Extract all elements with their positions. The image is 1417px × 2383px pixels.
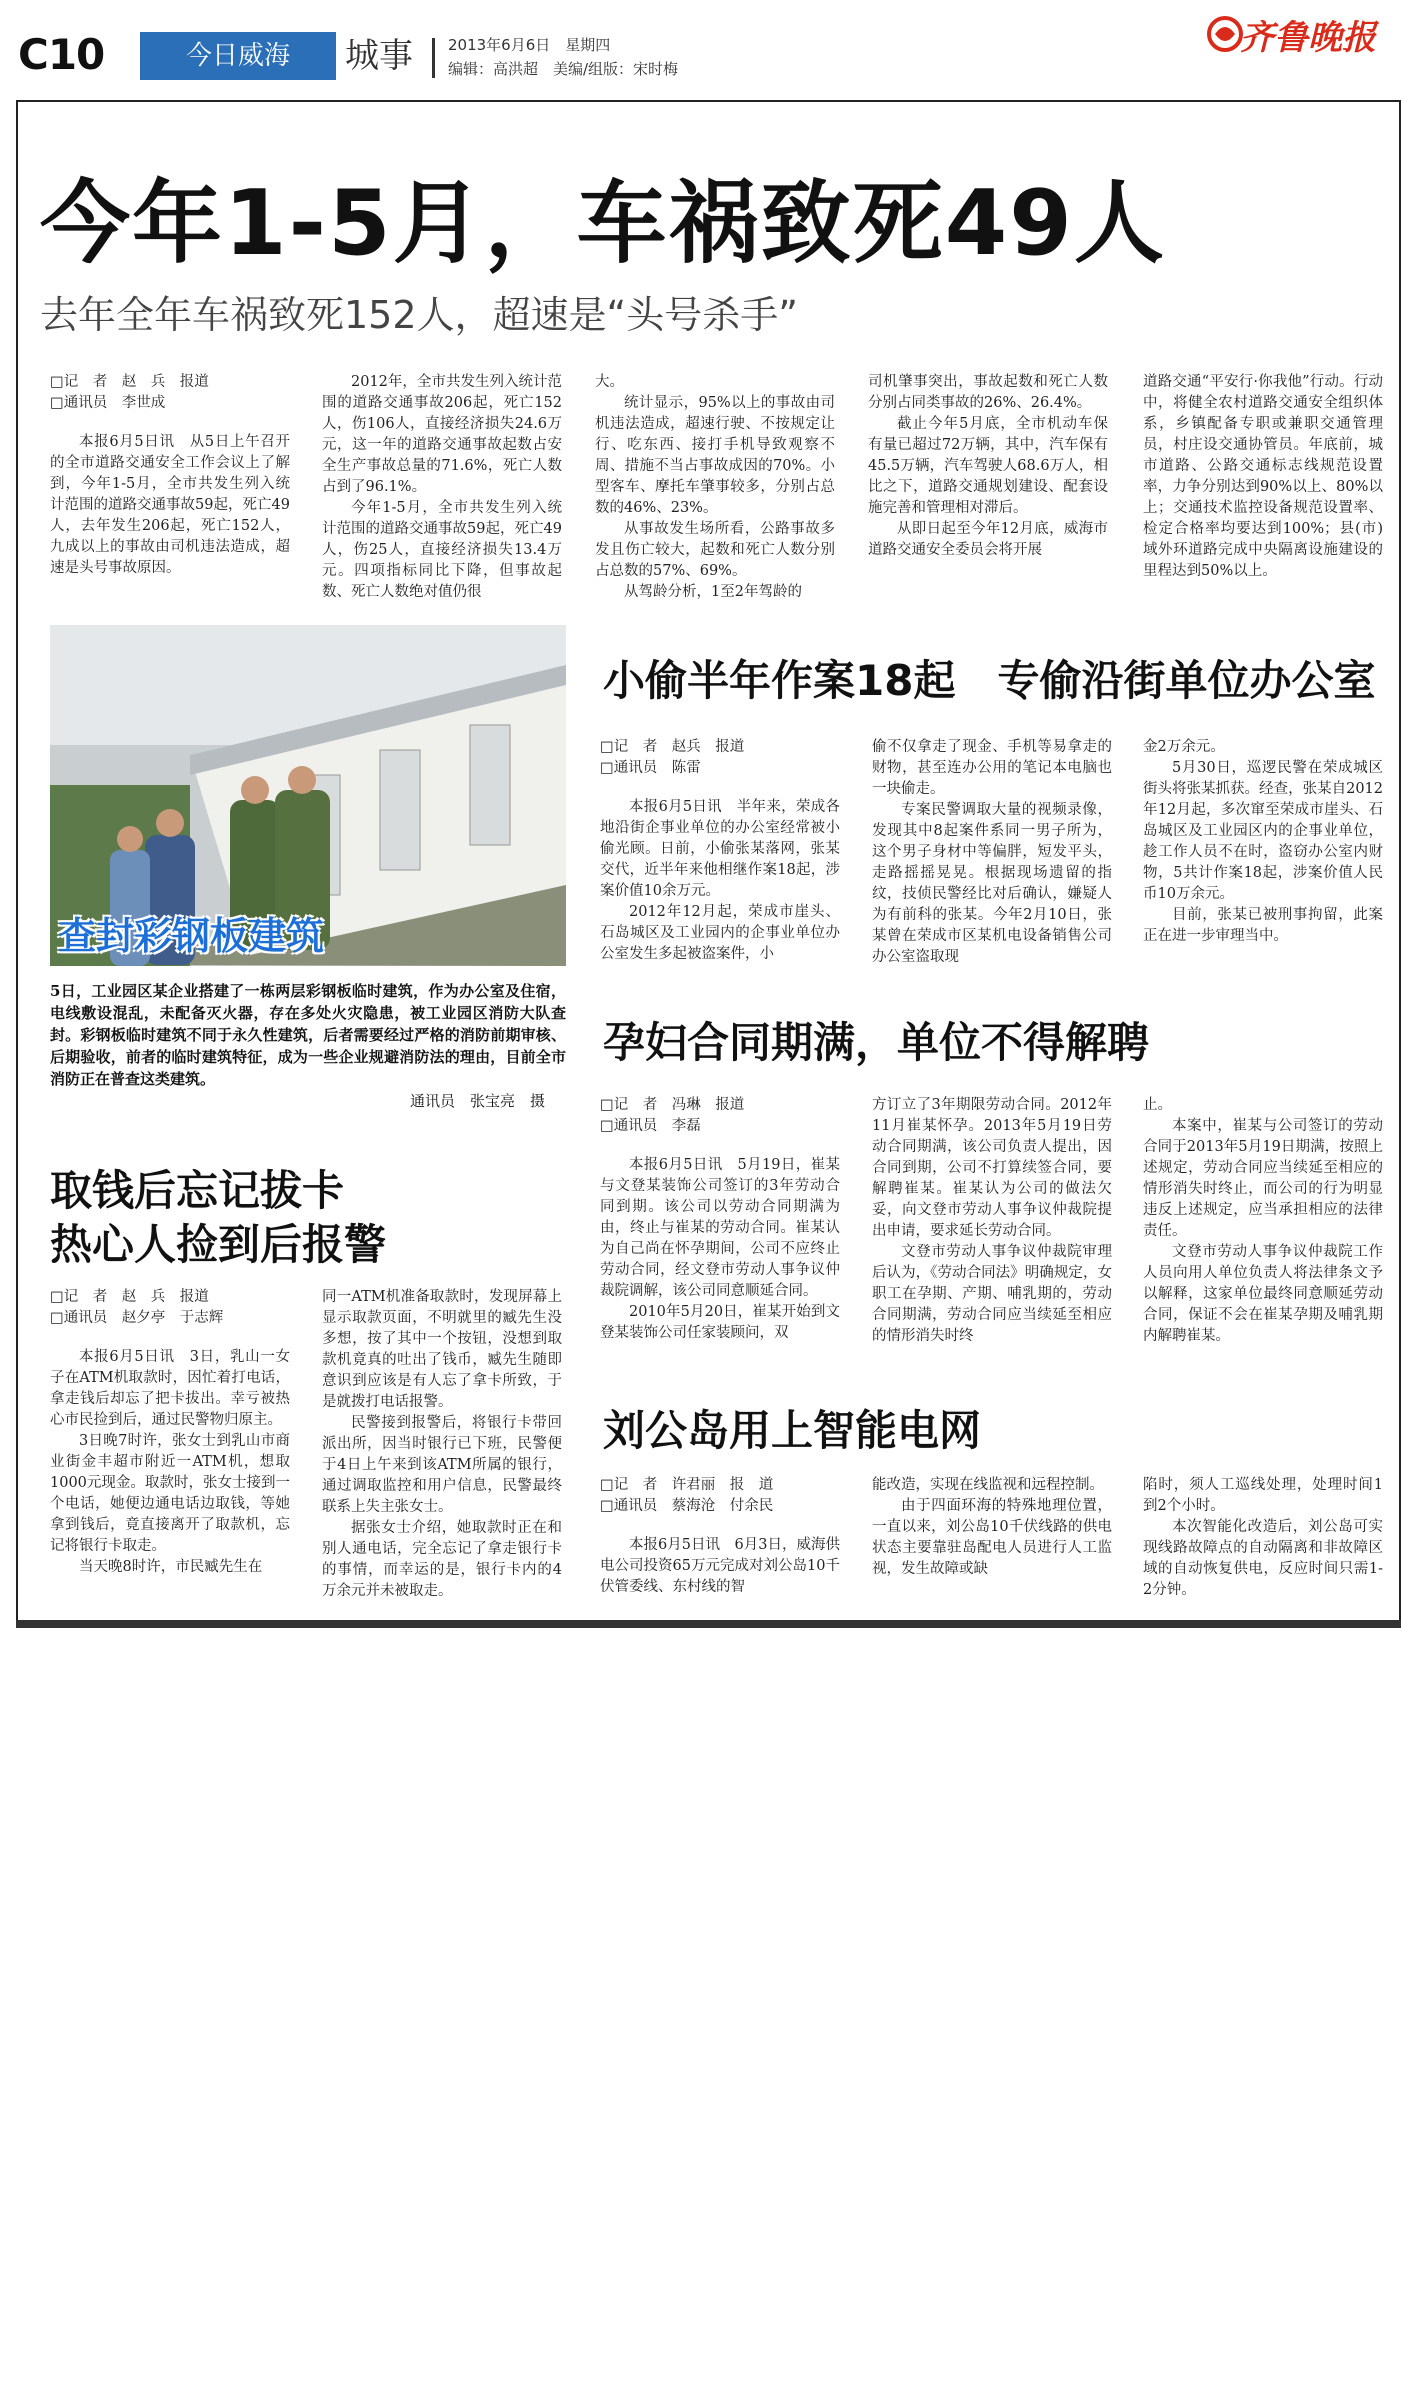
paragraph: 2012年12月起，荣成市崖头、石岛城区及工业园内的企事业单位办公室发生多起被盗案件，小 xyxy=(600,904,840,962)
byline-correspondent: □通讯员 赵夕亭 于志辉 xyxy=(50,1310,224,1326)
atm-column-1 xyxy=(50,1347,290,1578)
paragraph: 2010年5月20日，崔某开始到文登某装饰公司任家装顾问，双 xyxy=(600,1304,840,1341)
paragraph: 本次智能化改造后，刘公岛可实现线路故障点的自动隔离和非故障区域的自动恢复供电，反应时间只需1-2分钟。 xyxy=(1143,1519,1383,1598)
paragraph: 本报6月5日讯 5月19日，崔某与文登某装饰公司签订的3年劳动合同到期。该公司以劳动合同期满为由，终止与崔某的劳动合同。崔某认为自己尚在怀孕期间，公司不应终止劳动合同，经文登市劳动人事争议仲裁院调解，该公司同意顺延合同。 xyxy=(600,1157,840,1299)
photo-credit: 通讯员 张宝亮 摄 xyxy=(410,1092,546,1110)
atm-headline-line-1: 取钱后忘记拔卡 xyxy=(50,1166,345,1215)
page-number: C10 xyxy=(18,30,105,79)
byline-reporter: □记 者 冯琳 报道 xyxy=(600,1097,745,1113)
masthead-divider xyxy=(432,38,435,78)
byline-reporter: □记 者 赵 兵 报道 xyxy=(50,1289,209,1305)
lead-column-5 xyxy=(1143,372,1383,582)
lead-subhead: 去年全年车祸致死152人，超速是“头号杀手” xyxy=(40,293,798,337)
paragraph: 民警接到报警后，将银行卡带回派出所，因当时银行已下班，民警便于4日上午来到该ATM所属的银行，通过调取监控和用户信息，民警最终联系上失主张女士。 xyxy=(322,1415,562,1515)
paragraph: 统计显示，95%以上的事故由司机违法造成，超速行驶、不按规定让行、吃东西、接打手机导致观察不周、措施不当占事故成因的70%。小型客车、摩托车肇事较多，分别占总数的46%、23%。 xyxy=(595,395,835,516)
byline-reporter: □记 者 赵兵 报道 xyxy=(600,739,745,755)
grid-column-2 xyxy=(872,1475,1112,1580)
paragraph: 止。 xyxy=(1143,1097,1172,1113)
atm-headline-line-2: 热心人捡到后报警 xyxy=(50,1220,387,1269)
paragraph: 本报6月5日讯 6月3日，威海供电公司投资65万元完成对刘公岛10千伏管委线、东村线的智 xyxy=(600,1537,840,1595)
paragraph: 金2万余元。 xyxy=(1143,739,1225,755)
byline-reporter: □记 者 许君丽 报 道 xyxy=(600,1477,774,1493)
paragraph: 陷时，须人工巡线处理，处理时间1到2个小时。 xyxy=(1143,1477,1383,1514)
atm-byline xyxy=(50,1287,290,1329)
thief-headline: 小偷半年作案18起 专偷沿街单位办公室 xyxy=(603,656,1376,705)
paragraph: 3日晚7时许，张女士到乳山市商业街金丰超市附近一ATM机，想取1000元现金。取款时，张女士接到一个电话，她便边通电话边取钱，等她拿到钱后，竟直接离开了取款机，忘记将银行卡取走。 xyxy=(50,1433,290,1554)
newspaper-logo-icon xyxy=(1205,14,1245,54)
lead-column-3 xyxy=(595,372,835,603)
pregnant-byline xyxy=(600,1095,840,1137)
paragraph: 从即日起至今年12月底，威海市道路交通安全委员会将开展 xyxy=(868,521,1108,558)
paragraph: 本报6月5日讯 从5日上午召开的全市道路交通安全工作会议上了解到，今年1-5月，全市共发生列入统计范围的道路交通事故59起，死亡49人，去年发生206起，死亡152人，九成以上的事故由司机违法造成，超速是头号事故原因。 xyxy=(50,434,290,576)
paragraph: 本报6月5日讯 半年来，荣成各地沿街企事业单位的办公室经常被小偷光顾。日前，小偷张某落网，张某交代，近半年来他相继作案18起，涉案价值10余万元。 xyxy=(600,799,840,899)
byline-correspondent: □通讯员 蔡海沧 付余民 xyxy=(600,1498,774,1514)
paragraph: 偷不仅拿走了现金、手机等易拿走的财物，甚至连办公用的笔记本电脑也一块偷走。 xyxy=(872,739,1112,797)
lead-column-1 xyxy=(50,432,290,579)
grid-column-1 xyxy=(600,1535,840,1598)
pregnant-column-2 xyxy=(872,1095,1112,1347)
lead-byline xyxy=(50,372,290,414)
paragraph: 本案中，崔某与公司签订的劳动合同于2013年5月19日期满，按照上述规定，劳动合同应当续延至相应的情形消失时终止，而公司的行为明显违反上述规定，应当承担相应的法律责任。 xyxy=(1143,1118,1383,1239)
thief-column-1 xyxy=(600,797,840,965)
atm-column-2 xyxy=(322,1287,562,1602)
paragraph: 由于四面环海的特殊地理位置，一直以来，刘公岛10千伏线路的供电状态主要靠驻岛配电人员进行人工监视，发生故障或缺 xyxy=(872,1498,1112,1577)
byline-reporter: □记 者 赵 兵 报道 xyxy=(50,374,209,390)
section-title: 城事 xyxy=(345,36,413,76)
section-badge: 今日威海 xyxy=(140,32,336,80)
issue-date: 2013年6月6日 星期四 xyxy=(448,36,611,54)
pregnant-headline: 孕妇合同期满，单位不得解聘 xyxy=(603,1018,1150,1067)
page-bottom-rule xyxy=(16,1620,1401,1628)
paragraph: 能改造，实现在线监视和远程控制。 xyxy=(872,1477,1104,1493)
paragraph: 大。 xyxy=(595,374,624,390)
paragraph: 方订立了3年期限劳动合同。2012年11月崔某怀孕。2013年5月19日劳动合同期满，该公司负责人提出，因合同到期，公司不打算续签合同，要解聘崔某。崔某认为公司的做法欠妥，向文登市劳动人事争议仲裁院提出申请，要求延长劳动合同。 xyxy=(872,1097,1112,1239)
photo-title: 查封彩钢板建筑 xyxy=(58,914,325,958)
photo-caption: 5日，工业园区某企业搭建了一栋两层彩钢板临时建筑，作为办公室及住宿，电线敷设混乱，未配备灭火器，存在多处火灾隐患，被工业园区消防大队查封。彩钢板临时建筑不同于永久性建筑，后者需要经过严格的消防前期审核、后期验收，前者的临时建筑特征，成为一些企业规避消防法的理由，目前全市消防正在普查这类建筑。 xyxy=(50,982,566,1088)
byline-correspondent: □通讯员 李世成 xyxy=(50,395,166,411)
paragraph: 2012年，全市共发生列入统计范围的道路交通事故206起，死亡152人，伤106人，直接经济损失24.6万元，这一年的道路交通事故起数占安全生产事故总量的71.6%，死亡人数占到了96.1%。 xyxy=(322,374,562,495)
paragraph: 今年1-5月，全市共发生列入统计范围的道路交通事故59起，死亡49人，伤25人，直接经济损失13.4万元。四项指标同比下降，但事故起数、死亡人数绝对值仍很 xyxy=(322,500,562,600)
paragraph: 从驾龄分析，1至2年驾龄的 xyxy=(624,584,802,600)
paragraph: 文登市劳动人事争议仲裁院工作人员向用人单位负责人将法律条文予以解释，这家单位最终同意顺延劳动合同，保证不会在崔某孕期及哺乳期内解聘崔某。 xyxy=(1143,1244,1383,1344)
paragraph: 5月30日，巡逻民警在荣成城区街头将张某抓获。经查，张某自2012年12月起，多次窜至荣成市崖头、石岛城区及工业园区内的企事业单位，趁工作人员不在时，盗窃办公室内财物，5共计作案18起，涉案价值人民币10万余元。 xyxy=(1143,760,1383,902)
byline-correspondent: □通讯员 李磊 xyxy=(600,1118,701,1134)
paragraph: 同一ATM机准备取款时，发现屏幕上显示取款页面，不明就里的臧先生没多想，按了其中一个按钮，没想到取款机竟真的吐出了钱币，臧先生随即意识到应该是有人忘了拿卡所致，于是就拨打电话报警。 xyxy=(322,1289,562,1410)
thief-column-3 xyxy=(1143,737,1383,947)
paragraph: 道路交通“平安行·你我他”行动。行动中，将健全农村道路交通安全组织体系，乡镇配备专职或兼职交通管理员，村庄设交通协管员。年底前，城市道路、公路交通标志线规范设置率，力争分别达到90%以上、80%以上；交通技术监控设备规范设置率、检定合格率均要达到100%；县(市)域外环道路完成中央隔离设施建设的里程达到50%以上。 xyxy=(1143,374,1383,579)
paragraph: 截止今年5月底，全市机动车保有量已超过72万辆，其中，汽车保有45.5万辆，汽车驾驶人68.6万人，相比之下，道路交通规划建设、配套设施完善和管理相对滞后。 xyxy=(868,416,1108,516)
lead-column-2 xyxy=(322,372,562,603)
paragraph: 目前，张某已被刑事拘留，此案正在进一步审理当中。 xyxy=(1143,907,1383,944)
byline-correspondent: □通讯员 陈雷 xyxy=(600,760,701,776)
newspaper-name: 齐鲁晚报 xyxy=(1240,18,1376,58)
paragraph: 文登市劳动人事争议仲裁院审理后认为，《劳动合同法》明确规定，女职工在孕期、产期、哺乳期的，劳动合同期满，劳动合同应当续延至相应的情形消失时终 xyxy=(872,1244,1112,1344)
paragraph: 从事故发生场所看，公路事故多发且伤亡较大，起数和死亡人数分别占总数的57%、69%。 xyxy=(595,521,835,579)
paragraph: 司机肇事突出，事故起数和死亡人数分别占同类事故的26%、26.4%。 xyxy=(868,374,1108,411)
pregnant-column-3 xyxy=(1143,1095,1383,1347)
paragraph: 当天晚8时许，市民臧先生在 xyxy=(79,1559,263,1575)
paragraph: 本报6月5日讯 3日，乳山一女子在ATM机取款时，因忙着打电话，拿走钱后却忘了把卡拔出。幸亏被热心市民捡到后，通过民警物归原主。 xyxy=(50,1349,290,1428)
grid-byline xyxy=(600,1475,840,1517)
paragraph: 专案民警调取大量的视频录像，发现其中8起案件系同一男子所为，这个男子身材中等偏胖，短发平头，走路摇摇晃晃。根据现场遗留的指纹，技侦民警经比对后确认，嫌疑人为有前科的张某。今年2月10日，张某曾在荣成市区某机电设备销售公司办公室盗取现 xyxy=(872,802,1112,965)
paragraph: 据张女士介绍，她取款时正在和别人通电话，完全忘记了拿走银行卡的事情，而幸运的是，银行卡内的4万余元并未被取走。 xyxy=(322,1520,562,1599)
thief-column-2 xyxy=(872,737,1112,968)
editor-credits: 编辑：高洪超 美编/组版：宋时梅 xyxy=(448,60,679,78)
thief-byline xyxy=(600,737,840,779)
grid-headline: 刘公岛用上智能电网 xyxy=(603,1406,982,1455)
grid-column-3 xyxy=(1143,1475,1383,1601)
pregnant-column-1 xyxy=(600,1155,840,1344)
lead-column-4 xyxy=(868,372,1108,561)
lead-headline: 今年1-5月，车祸致死49人 xyxy=(40,171,1166,276)
